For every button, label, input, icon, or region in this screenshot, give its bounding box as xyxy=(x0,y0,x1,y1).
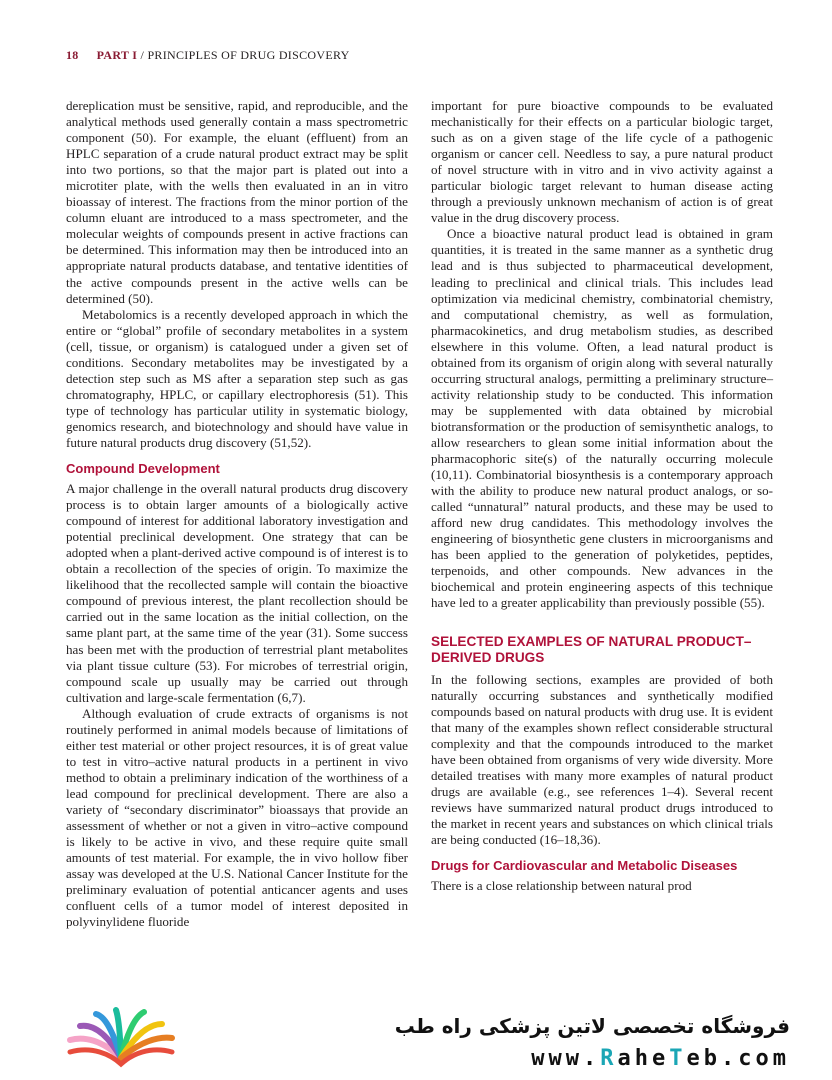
url-segment: ahe xyxy=(617,1046,670,1071)
book-logo-icon xyxy=(62,1006,180,1070)
running-header xyxy=(66,48,350,63)
left-column xyxy=(66,98,408,930)
header-title: PRINCIPLES OF DRUG DISCOVERY xyxy=(147,48,350,62)
header-separator: / xyxy=(137,48,148,62)
url-brand-letter: R xyxy=(600,1046,618,1071)
right-column xyxy=(431,98,773,894)
url-prefix: www. xyxy=(531,1046,601,1071)
subsection-heading: Compound Development xyxy=(66,461,220,477)
paragraph: Once a bioactive natural product lead is obtained in gram quantities, it is treated in the same manner as a synthetic drug lead and is thus subjected to pharmaceutical development, leading to preclinical and clinical trials. This includes lead optimization via medicinal chemistry, combinatorial chemistry, and computational chemistry, as well as formulation, pharmacokinetics, and drug metabolism studies, as described elsewhere in this volume. Often, a lead natural product is obtained from its organism of origin along with several naturally occurring structural analogs, permitting a preliminary structure–activity relationship study to be conducted. This information may be supplemented with data obtained by microbial biotransformation or the production of semisynthetic analogs, to allow researchers to glean some initial information about the pharmacophoric site(s) of the naturally occurring molecule (10,11). Combinatorial biosynthesis is a contemporary approach with the ability to produce new natural product analogs, or so-called “unnatural” natural products, and these may be used to afford new drug candidates. This methodology involves the engineering of biosynthetic gene clusters in microorganisms and has been applied to the generation of polyketides, peptides, terpenoids, and other compounds. New advances in the biochemical and protein engineering aspects of this technique have led to a greater applicability than previously possible (55). xyxy=(431,226,773,611)
store-url xyxy=(380,1046,790,1071)
url-brand-letter: T xyxy=(669,1046,687,1071)
url-segment: eb xyxy=(686,1046,722,1071)
paragraph: dereplication must be sensitive, rapid, and reproducible, and the analytical methods used generally contain a mass spectrometric component (50). For example, the eluant (effluent) from an HPLC separation of a crude natural product extract may be split into two portions, so that the major part is plated out into a microtiter plate, with the wells then evaluated in an in vitro bioassay of interest. The fractions from the minor portion of the column eluant are introduced to a mass spectrometer, and the molecular weights of compounds present in active fractions can be determined. This information may then be introduced into an appropriate natural products database, and tentative identities of the active compounds present in the active wells can be determined (50). xyxy=(66,98,408,306)
subsection-heading: Drugs for Cardiovascular and Metabolic Diseases xyxy=(431,858,738,874)
part-label: PART I xyxy=(96,48,138,62)
paragraph: A major challenge in the overall natural products drug discovery process is to obtain larger amounts of a biologically active compound of interest for additional laboratory investigation and potential preclinical development. One strategy that can be adopted when a plant-derived active compound is of interest is to obtain a recollection of the species of origin. To maximize the likelihood that the recollected sample will contain the bioactive compound of previous interest, the plant recollection should be carried out in the same location as the initial collection, on the same plant part, at the same time of the year (31). Some success has been met with the production of terrestrial plant metabolites via plant tissue culture (53). For microbes of terrestrial origin, compound scale up usually may be carried out through cultivation and large-scale fermentation (6,7). xyxy=(66,481,408,705)
paragraph: Metabolomics is a recently developed approach in which the entire or “global” profile of secondary metabolites in a system (cell, tissue, or organism) is catalogued under a given set of conditions. Secondary metabolites may be investigated by a detection step such as MS after a separation step such as gas chromatography, HPLC, or capillary electrophoresis (51). This type of technology has particular utility in systematic biology, genomics research, and biotechnology and should have value in future natural products drug discovery (51,52). xyxy=(66,306,408,450)
store-name: فروشگاه تخصصی لاتین پزشکی راه طب xyxy=(394,1014,790,1038)
paragraph: There is a close relationship between natural prod xyxy=(431,878,692,894)
paragraph: important for pure bioactive compounds to be evaluated mechanistically for their effects on a particular biologic target, such as on a given stage of the life cycle of a pathogenic organism or cancer cell. Needless to say, a pure natural product of novel structure with in vitro and in vivo activity against a particular biologic target relevant to human disease acting through a previously unknown mechanism of action is of great value in the drug discovery process. xyxy=(431,98,773,226)
page-number: 18 xyxy=(66,48,79,62)
url-suffix: .com xyxy=(721,1046,790,1071)
section-heading: SELECTED EXAMPLES OF NATURAL PRODUCT–DERIVED DRUGS xyxy=(431,633,752,665)
paragraph: In the following sections, examples are provided of both naturally occurring substances and synthetically modified compounds based on natural products with drug use. It is evident that many of the examples shown reflect considerable structural complexity and that the compounds introduced to the market have been obtained from organisms of very wide diversity. More detailed treatises with many more examples of natural product drugs are available (e.g., see references 1–4). Several recent reviews have summarized natural product drugs introduced to the market in recent years and substances on which clinical trials are being conducted (16–18,36). xyxy=(431,671,773,847)
paragraph: Although evaluation of crude extracts of organisms is not routinely performed in animal models because of limitations of either test material or other project resources, it is of great value to test in vitro–active natural products in a pertinent in vivo method to obtain a preliminary indication of the worthiness of a lead compound for preclinical development. There are also a variety of “secondary discriminator” bioassays that provide an assessment of whether or not a given in vitro–active compound is likely to be active in vivo, and these require quite small amounts of test material. For example, the in vivo hollow fiber assay was developed at the U.S. National Cancer Institute for the preliminary evaluation of potential anticancer agents and uses confluent cells of a tumor model of interest deposited in polyvinylidene fluoride xyxy=(66,705,408,930)
